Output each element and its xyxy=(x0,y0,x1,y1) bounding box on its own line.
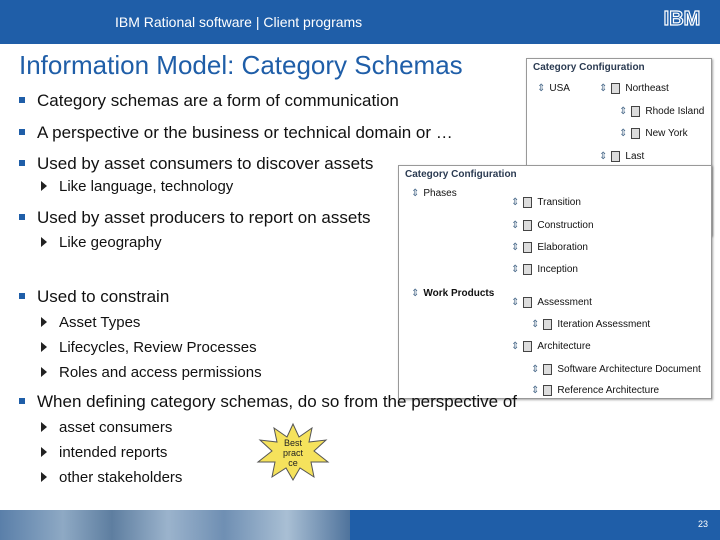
updown-icon[interactable]: ⇕ xyxy=(511,220,520,232)
tree-row-elaboration[interactable]: ⇕ Elaboration xyxy=(511,242,588,254)
tree-row-sad[interactable]: ⇕ Software Architecture Document xyxy=(531,364,701,376)
category-icon xyxy=(611,151,620,162)
category-icon xyxy=(523,297,532,308)
updown-icon[interactable]: ⇕ xyxy=(511,264,520,276)
bullet-square xyxy=(19,293,25,299)
arrow-icon xyxy=(41,317,47,327)
panel-title: Category Configuration xyxy=(405,169,517,180)
bullet-square xyxy=(19,160,25,166)
tree-row-usa[interactable]: ⇕ USA xyxy=(537,83,570,94)
sub-asset-consumers: asset consumers xyxy=(41,419,172,436)
tree-row-new-york[interactable]: ⇕ New York xyxy=(619,128,688,140)
updown-icon[interactable]: ⇕ xyxy=(599,151,608,163)
category-icon xyxy=(523,220,532,231)
arrow-icon xyxy=(41,422,47,432)
header-bar xyxy=(0,0,720,44)
updown-icon[interactable]: ⇕ xyxy=(411,188,420,199)
tree-row-reference-architecture[interactable]: ⇕ Reference Architecture xyxy=(531,385,660,397)
updown-icon[interactable]: ⇕ xyxy=(619,128,628,140)
category-icon xyxy=(543,364,552,375)
sub-other-stakeholders: other stakeholders xyxy=(41,469,182,486)
arrow-icon xyxy=(41,237,47,247)
updown-icon[interactable]: ⇕ xyxy=(619,106,628,118)
bullet-square xyxy=(19,214,25,220)
ibm-logo xyxy=(658,6,706,30)
updown-icon[interactable]: ⇕ xyxy=(531,319,540,331)
footer-bar xyxy=(0,510,720,540)
category-icon xyxy=(611,83,620,94)
tree-row-inception[interactable]: ⇕ Inception xyxy=(511,264,578,276)
category-icon xyxy=(631,128,640,139)
category-icon xyxy=(543,319,552,330)
updown-icon[interactable]: ⇕ xyxy=(537,83,546,94)
bullet-square xyxy=(19,398,25,404)
updown-icon[interactable]: ⇕ xyxy=(531,385,540,397)
category-icon xyxy=(523,242,532,253)
category-config-panel-phases xyxy=(398,165,712,399)
bullet-discover: Used by asset consumers to discover assets xyxy=(19,154,373,174)
tree-row-construction[interactable]: ⇕ Construction xyxy=(511,220,594,232)
tree-row-architecture[interactable]: ⇕ Architecture xyxy=(511,341,591,353)
sub-lifecycles: Lifecycles, Review Processes xyxy=(41,339,257,356)
updown-icon[interactable]: ⇕ xyxy=(531,364,540,376)
sub-geography: Like geography xyxy=(41,234,162,251)
updown-icon[interactable]: ⇕ xyxy=(511,242,520,254)
slide-title: Information Model: Category Schemas xyxy=(19,50,463,80)
bullet-perspective-domain: A perspective or the business or technical domain or … xyxy=(19,123,453,143)
svg-text:ce: ce xyxy=(288,458,298,468)
tree-row-rhode-island[interactable]: ⇕ Rhode Island xyxy=(619,106,705,118)
svg-text:Best: Best xyxy=(283,438,303,448)
arrow-icon xyxy=(41,472,47,482)
svg-text:IBM: IBM xyxy=(663,8,701,30)
svg-text:pract: pract xyxy=(282,448,304,458)
best-practice-starburst xyxy=(256,422,330,482)
bullet-communication: Category schemas are a form of communication xyxy=(19,91,399,111)
updown-icon[interactable]: ⇕ xyxy=(411,288,420,299)
category-icon xyxy=(631,106,640,117)
sub-language: Like language, technology xyxy=(41,178,233,195)
bullet-define-schemas: When defining category schemas, do so from the perspective of xyxy=(19,392,517,412)
category-icon xyxy=(543,385,552,396)
tree-row-northeast[interactable]: ⇕ Northeast xyxy=(599,83,669,95)
footer-photo-strip xyxy=(0,510,350,540)
updown-icon[interactable]: ⇕ xyxy=(511,197,520,209)
sub-intended-reports: intended reports xyxy=(41,444,167,461)
arrow-icon xyxy=(41,447,47,457)
category-icon xyxy=(523,264,532,275)
arrow-icon xyxy=(41,181,47,191)
tree-row-phases[interactable]: ⇕ Phases xyxy=(411,188,457,199)
sub-asset-types: Asset Types xyxy=(41,314,140,331)
bullet-square xyxy=(19,97,25,103)
bullet-square xyxy=(19,129,25,135)
category-icon xyxy=(523,197,532,208)
sub-roles: Roles and access permissions xyxy=(41,364,262,381)
bullet-report: Used by asset producers to report on assets xyxy=(19,208,371,228)
panel-title: Category Configuration xyxy=(533,62,645,73)
category-icon xyxy=(523,341,532,352)
updown-icon[interactable]: ⇕ xyxy=(511,341,520,353)
header-strap: IBM Rational software | Client programs xyxy=(115,14,363,30)
arrow-icon xyxy=(41,367,47,377)
tree-row-work-products[interactable]: ⇕ Work Products xyxy=(411,288,495,299)
updown-icon[interactable]: ⇕ xyxy=(599,83,608,95)
tree-row-assessment[interactable]: ⇕ Assessment xyxy=(511,297,592,309)
arrow-icon xyxy=(41,342,47,352)
bullet-constrain: Used to constrain xyxy=(19,287,169,307)
page-number: 23 xyxy=(697,519,708,529)
updown-icon[interactable]: ⇕ xyxy=(511,297,520,309)
tree-row-last[interactable]: ⇕ Last xyxy=(599,151,645,163)
tree-row-iteration-assessment[interactable]: ⇕ Iteration Assessment xyxy=(531,319,651,331)
tree-row-transition[interactable]: ⇕ Transition xyxy=(511,197,581,209)
